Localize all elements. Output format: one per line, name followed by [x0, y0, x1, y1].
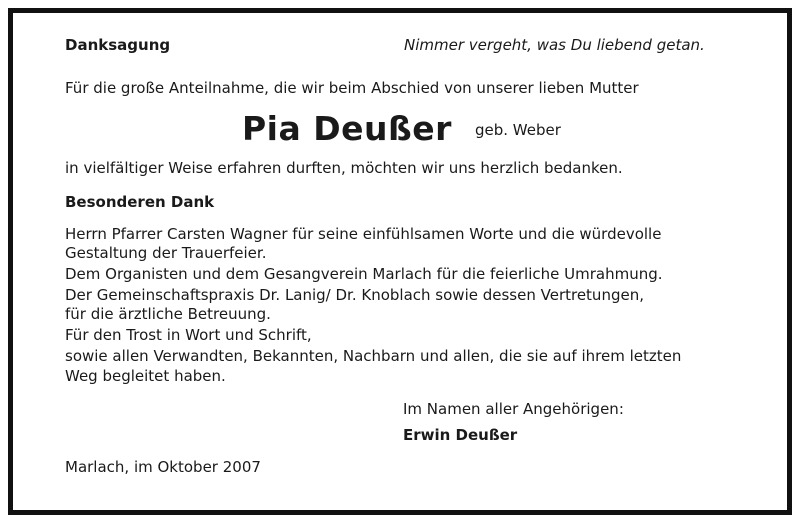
place-date: Marlach, im Oktober 2007 — [65, 458, 261, 476]
signatory-name: Erwin Deußer — [403, 426, 518, 444]
thanks-line: Der Gemeinschaftspraxis Dr. Lanig/ Dr. Knoblach sowie dessen Vertretungen, — [65, 286, 644, 304]
notice-title: Danksagung — [65, 36, 171, 54]
deceased-name: Pia Deußer — [242, 109, 452, 148]
intro-text: Für die große Anteilnahme, die wir beim Abschied von unserer lieben Mutter — [65, 79, 639, 97]
thanks-line: Weg begleitet haben. — [65, 367, 226, 385]
thanks-line: Gestaltung der Trauerfeier. — [65, 244, 267, 262]
deceased-birth-name: geb. Weber — [475, 121, 561, 139]
thanks-line: Herrn Pfarrer Carsten Wagner für seine einfühlsamen Worte und die würdevolle — [65, 225, 662, 243]
notice-motto: Nimmer vergeht, was Du liebend getan. — [404, 36, 705, 54]
on-behalf-text: Im Namen aller Angehörigen: — [403, 400, 624, 418]
special-thanks-heading: Besonderen Dank — [65, 193, 215, 211]
thanks-line: sowie allen Verwandten, Bekannten, Nachbarn und allen, die sie auf ihrem letzten — [65, 347, 682, 365]
thanks-text: in vielfältiger Weise erfahren durften, möchten wir uns herzlich bedanken. — [65, 159, 623, 177]
thanks-line: Dem Organisten und dem Gesangverein Marlach für die feierliche Umrahmung. — [65, 265, 663, 283]
thanks-line: für die ärztliche Betreuung. — [65, 305, 271, 323]
thanks-line: Für den Trost in Wort und Schrift, — [65, 326, 312, 344]
obituary-notice — [8, 8, 792, 515]
